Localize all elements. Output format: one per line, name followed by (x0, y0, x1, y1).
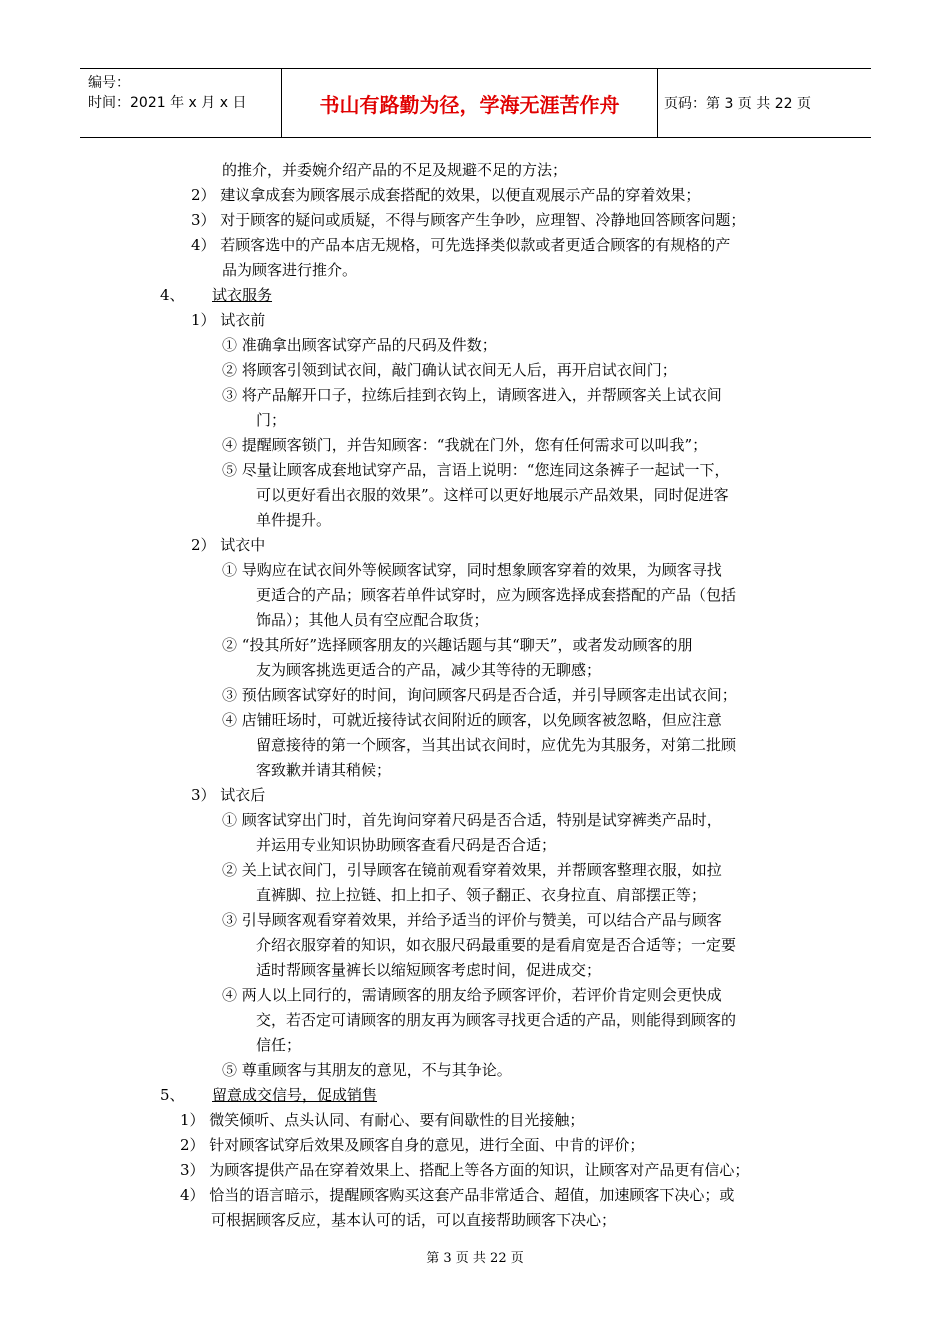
section-number: 5、 (160, 1086, 185, 1104)
list-item: ③ 预估顾客试穿好的时间，询问顾客尺码是否合适，并引导顾客走出试衣间； (222, 686, 737, 704)
header-page-info: 页码：第 3 页 共 22 页 (664, 96, 811, 112)
number-label: 编号： (88, 75, 130, 91)
text-line: 饰品）；其他人员有空应配合取货； (256, 611, 489, 629)
section-heading: 试衣服务 (212, 286, 273, 304)
section-number: 4、 (160, 286, 185, 304)
page-footer: 第 3 页 共 22 页 (426, 1251, 524, 1266)
header-motto: 书山有路勤为径，学海无涯苦作舟 (282, 69, 658, 137)
list-item: 3） 对于顾客的疑问或质疑，不得与顾客产生争吵，应理智、冷静地回答顾客问题； (191, 211, 746, 229)
text-line: 更适合的产品；顾客若单件试穿时，应为顾客选择成套搭配的产品（包括 (256, 586, 737, 604)
text-line: 品为顾客进行推介。 (222, 261, 358, 279)
section-heading: 留意成交信号，促成销售 (212, 1086, 378, 1104)
text-line: 友为顾客挑选更适合的产品，减少其等待的无聊感； (256, 661, 602, 679)
text-line: 可以更好看出衣服的效果”。这样可以更好地展示产品效果，同时促进客 (256, 486, 729, 504)
list-item: 4） 恰当的语言暗示，提醒顾客购买这套产品非常适合、超值，加速顾客下决心；或 (180, 1186, 735, 1204)
list-item: ③ 引导顾客观看穿着效果，并给予适当的评价与赞美，可以结合产品与顾客 (222, 911, 722, 929)
subsection-heading: 3） 试衣后 (191, 786, 266, 804)
list-item: ③ 将产品解开口子，拉练后挂到衣钩上，请顾客进入，并帮顾客关上试衣间 (222, 386, 722, 404)
page-header (80, 68, 871, 138)
list-item: 2） 针对顾客试穿后效果及顾客自身的意见，进行全面、中肯的评价； (180, 1136, 645, 1154)
list-item: ② 关上试衣间门，引导顾客在镜前观看穿着效果，并帮顾客整理衣服，如拉 (222, 861, 722, 879)
text-line: 可根据顾客反应，基本认可的话，可以直接帮助顾客下决心； (211, 1211, 617, 1229)
list-item: 2） 建议拿成套为顾客展示成套搭配的效果，以便直观展示产品的穿着效果； (191, 186, 701, 204)
list-item: ④ 提醒顾客锁门，并告知顾客：“我就在门外，您有任何需求可以叫我”； (222, 436, 708, 454)
list-item: ④ 店铺旺场时，可就近接待试衣间附近的顾客，以免顾客被忽略，但应注意 (222, 711, 722, 729)
list-item: ① 准确拿出顾客试穿产品的尺码及件数； (222, 336, 497, 354)
text-line: 适时帮顾客量裤长以缩短顾客考虑时间，促进成交； (256, 961, 602, 979)
list-item: ② 将顾客引领到试衣间，敲门确认试衣间无人后，再开启试衣间门； (222, 361, 677, 379)
list-item: ⑤ 尽量让顾客成套地试穿产品，言语上说明：“您连同这条裤子一起试一下， (222, 461, 730, 479)
list-item: ⑤ 尊重顾客与其朋友的意见，不与其争论。 (222, 1061, 512, 1079)
text-line: 介绍衣服穿着的知识，如衣服尺码最重要的是看肩宽是否合适等；一定要 (256, 936, 737, 954)
list-item: ① 导购应在试衣间外等候顾客试穿，同时想象顾客穿着的效果，为顾客寻找 (222, 561, 722, 579)
header-meta (80, 69, 282, 137)
text-line: 单件提升。 (256, 511, 332, 529)
text-line: 信任； (256, 1036, 302, 1054)
text-line: 的推介，并委婉介绍产品的不足及规避不足的方法； (222, 161, 568, 179)
list-item: ④ 两人以上同行的，需请顾客的朋友给予顾客评价，若评价肯定则会更快成 (222, 986, 722, 1004)
subsection-heading: 1） 试衣前 (191, 311, 266, 329)
text-line: 客致歉并请其稍候； (256, 761, 392, 779)
list-item: 3） 为顾客提供产品在穿着效果上、搭配上等各方面的知识，让顾客对产品更有信心； (180, 1161, 750, 1179)
list-item: 1） 微笑倾听、点头认同、有耐心、要有间歇性的目光接触； (180, 1111, 585, 1129)
date-text: 时间：2021 年 x 月 x 日 (88, 95, 247, 111)
text-line: 直裤脚、拉上拉链、扣上扣子、领子翻正、衣身拉直、肩部摆正等； (256, 886, 707, 904)
text-line: 并运用专业知识协助顾客查看尺码是否合适； (256, 836, 557, 854)
list-item: ① 顾客试穿出门时，首先询问穿着尺码是否合适，特别是试穿裤类产品时， (222, 811, 722, 829)
list-item: 4） 若顾客选中的产品本店无规格，可先选择类似款或者更适合顾客的有规格的产 (191, 236, 731, 254)
text-line: 留意接待的第一个顾客，当其出试衣间时，应优先为其服务，对第二批顾 (256, 736, 737, 754)
text-line: 门； (256, 411, 287, 429)
list-item: ② “投其所好”选择顾客朋友的兴趣话题与其“聊天”，或者发动顾客的朋 (222, 636, 693, 654)
text-line: 交，若否定可请顾客的朋友再为顾客寻找更合适的产品，则能得到顾客的 (256, 1011, 737, 1029)
subsection-heading: 2） 试衣中 (191, 536, 266, 554)
